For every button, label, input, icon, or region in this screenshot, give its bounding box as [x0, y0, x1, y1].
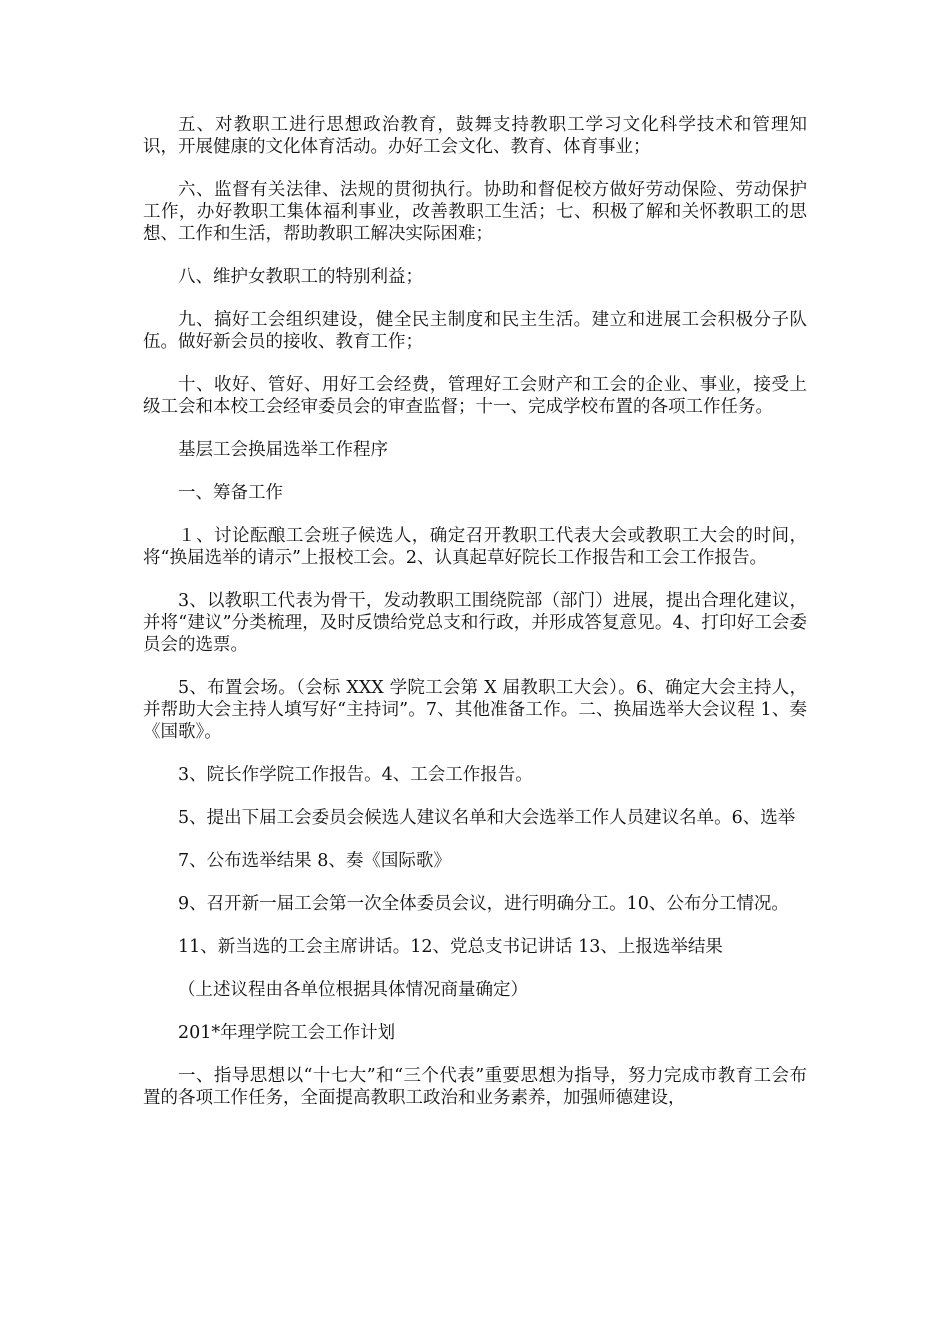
- paragraph-agenda-5-6: 5、提出下届工会委员会候选人建议名单和大会选举工作人员建议名单。6、选举: [178, 808, 796, 828]
- section-heading-election-procedure: 基层工会换届选举工作程序: [178, 440, 388, 460]
- paragraph-prep-1-2: １、讨论酝酿工会班子候选人，确定召开教职工代表大会或教职工大会的时间，将“换届选举的请示”上报校工会。2、认真起草好院长工作报告和工会工作报告。: [143, 526, 807, 568]
- paragraph-prep-5-7-agenda-1: 5、布置会场。（会标 XXX 学院工会第 X 届教职工大会）。6、确定大会主持人，并帮助大会主持人填写好“主持词”。7、其他准备工作。二、换届选举大会议程 1、奏《国歌》。: [143, 678, 807, 742]
- paragraph-agenda-7-8: 7、公布选举结果 8、奏《国际歌》: [178, 851, 451, 871]
- paragraph-duty-10-11: 十、收好、管好、用好工会经费，管理好工会财产和工会的企业、事业，接受上级工会和本校工会经审委员会的审查监督；十一、完成学校布置的各项工作任务。: [143, 375, 807, 417]
- paragraph-duty-6-7: 六、监督有关法律、法规的贯彻执行。协助和督促校方做好劳动保险、劳动保护工作，办好教职工集体福利事业，改善教职工生活；七、积极了解和关怀教职工的思想、工作和生活，帮助教职工解决实际困难；: [143, 180, 807, 244]
- document-body: [143, 114, 807, 1130]
- paragraph-duty-5: 五、对教职工进行思想政治教育，鼓舞支持教职工学习文化科学技术和管理知识，开展健康的文化体育活动。办好工会文化、教育、体育事业；: [143, 115, 807, 157]
- paragraph-guiding-ideology: 一、指导思想以“十七大”和“三个代表”重要思想为指导，努力完成市教育工会布置的各项工作任务，全面提高教职工政治和业务素养，加强师德建设，: [143, 1066, 807, 1108]
- paragraph-duty-9: 九、搞好工会组织建设，健全民主制度和民主生活。建立和进展工会积极分子队伍。做好新会员的接收、教育工作；: [143, 310, 807, 352]
- paragraph-prep-3-4: 3、以教职工代表为骨干，发动教职工围绕院部（部门）进展，提出合理化建议，并将“建议”分类梳理，及时反馈给党总支和行政，并形成答复意见。4、打印好工会委员会的选票。: [143, 591, 807, 655]
- subheading-preparation: 一、筹备工作: [178, 483, 283, 503]
- paragraph-agenda-11-13: 11、新当选的工会主席讲话。12、党总支书记讲话 13、上报选举结果: [178, 937, 723, 957]
- paragraph-agenda-note: （上述议程由各单位根据具体情况商量确定）: [178, 980, 528, 1000]
- section-heading-work-plan: 201*年理学院工会工作计划: [178, 1023, 396, 1043]
- paragraph-duty-8: 八、维护女教职工的特别利益；: [178, 267, 423, 287]
- paragraph-agenda-9-10: 9、召开新一届工会第一次全体委员会议，进行明确分工。10、公布分工情况。: [178, 894, 789, 914]
- paragraph-agenda-3-4: 3、院长作学院工作报告。4、工会工作报告。: [178, 765, 533, 785]
